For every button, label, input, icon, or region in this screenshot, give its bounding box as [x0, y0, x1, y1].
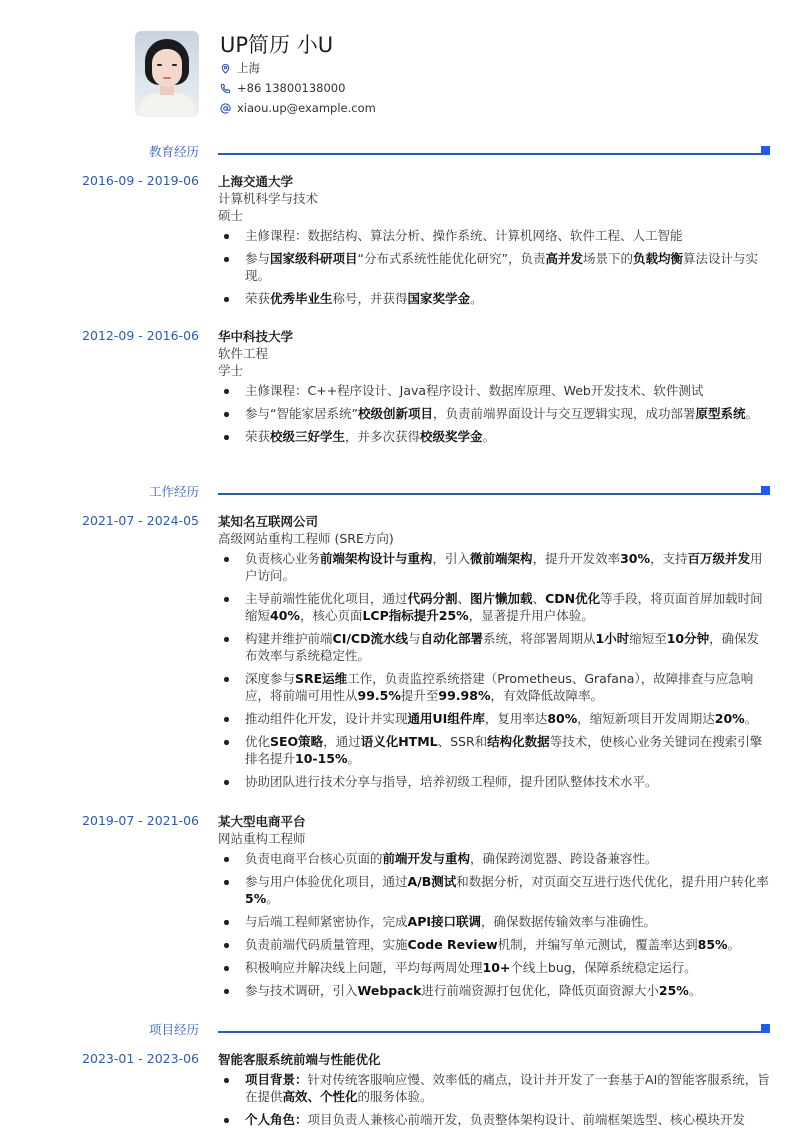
- bullet-list: [218, 382, 770, 445]
- entry-date: 2016-09 - 2019-06: [82, 173, 199, 188]
- bullet-item: 协助团队进行技术分享与指导，培养初级工程师，提升团队整体技术水平。: [218, 773, 770, 790]
- candidate-name: UP简历 小U: [220, 33, 334, 57]
- bullet-item: 参与“智能家居系统”校级创新项目，负责前端界面设计与交互逻辑实现，成功部署原型系统。: [218, 405, 770, 422]
- bullet-list: [218, 550, 770, 790]
- degree: 硕士: [218, 208, 244, 223]
- section-marker: [761, 486, 770, 495]
- degree: 学士: [218, 363, 244, 378]
- bullet-item: 参与国家级科研项目“分布式系统性能优化研究”，负责高并发场景下的负载均衡算法设计与实现。: [218, 250, 770, 284]
- section-divider: [218, 1031, 766, 1033]
- school-name: 上海交通大学: [218, 174, 294, 189]
- section-marker: [761, 1024, 770, 1033]
- entry-date: 2021-07 - 2024-05: [82, 513, 199, 528]
- company-name: 某知名互联网公司: [218, 514, 319, 529]
- job-title: 高级网站重构工程师 (SRE方向): [218, 531, 394, 546]
- bullet-item: 负责电商平台核心页面的前端开发与重构，确保跨浏览器、跨设备兼容性。: [218, 850, 770, 867]
- phone-icon: [220, 83, 231, 94]
- bullet-item: 主修课程：数据结构、算法分析、操作系统、计算机网络、软件工程、人工智能: [218, 227, 770, 244]
- at-icon: [220, 103, 231, 114]
- phone-text: +86 13800138000: [237, 81, 346, 95]
- bullet-list: [218, 227, 770, 307]
- entry-date: 2019-07 - 2021-06: [82, 813, 199, 828]
- resume-header: [135, 31, 376, 118]
- section-title: 项目经历: [148, 1022, 199, 1037]
- bullet-item: 参与技术调研，引入Webpack进行前端资源打包优化，降低页面资源大小25%。: [218, 982, 770, 999]
- bullet-item: 推动组件化开发，设计并实现通用UI组件库，复用率达80%，缩短新项目开发周期达20%。: [218, 710, 770, 727]
- bullet-item: 与后端工程师紧密协作，完成API接口联调，确保数据传输效率与准确性。: [218, 913, 770, 930]
- section-divider: [218, 153, 766, 155]
- section-projects-header: [0, 1020, 799, 1040]
- map-pin-icon: [220, 63, 231, 74]
- section-education-header: [0, 142, 799, 162]
- bullet-item: 荣获校级三好学生，并多次获得校级奖学金。: [218, 428, 770, 445]
- bullet-item: 主导前端性能优化项目，通过代码分割、图片懒加载、CDN优化等手段，将页面首屏加载时间缩短40%，核心页面LCP指标提升25%，显著提升用户体验。: [218, 590, 770, 624]
- major: 软件工程: [218, 346, 269, 361]
- company-name: 某大型电商平台: [218, 814, 306, 829]
- bullet-item: 构建并维护前端CI/CD流水线与自动化部署系统，将部署周期从1小时缩短至10分钟，确保发布效率与系统稳定性。: [218, 630, 770, 664]
- section-title: 教育经历: [148, 144, 199, 159]
- school-name: 华中科技大学: [218, 329, 294, 344]
- bullet-item: 优化SEO策略，通过语义化HTML、SSR和结构化数据等技术，使核心业务关键词在搜索引擎排名提升10-15%。: [218, 733, 770, 767]
- bullet-item: 积极响应并解决线上问题，平均每两周处理10+个线上bug，保障系统稳定运行。: [218, 959, 770, 976]
- job-title: 网站重构工程师: [218, 831, 306, 846]
- contact-phone: [220, 78, 376, 98]
- section-title: 工作经历: [148, 484, 199, 499]
- bullet-item: 负责核心业务前端架构设计与重构，引入微前端架构，提升开发效率30%，支持百万级并发用户访问。: [218, 550, 770, 584]
- entry-date: 2012-09 - 2016-06: [82, 328, 199, 343]
- section-marker: [761, 146, 770, 155]
- bullet-item: 负责前端代码质量管理，实施Code Review机制，并编写单元测试，覆盖率达到85%。: [218, 936, 770, 953]
- contact-email: [220, 98, 376, 118]
- bullet-item: 个人角色：项目负责人兼核心前端开发，负责整体架构设计、前端框架选型、核心模块开发: [218, 1111, 770, 1128]
- bullet-item: 项目背景：针对传统客服响应慢、效率低的痛点，设计并开发了一套基于AI的智能客服系统，旨在提供高效、个性化的服务体验。: [218, 1071, 770, 1105]
- section-divider: [218, 493, 766, 495]
- contact-location: [220, 58, 376, 78]
- bullet-list: [218, 850, 770, 999]
- bullet-list: [218, 1071, 770, 1128]
- project-name: 智能客服系统前端与性能优化: [218, 1052, 381, 1067]
- profile-photo: [135, 31, 199, 117]
- section-work-header: [0, 482, 799, 502]
- bullet-item: 主修课程：C++程序设计、Java程序设计、数据库原理、Web开发技术、软件测试: [218, 382, 770, 399]
- location-text: 上海: [237, 61, 260, 75]
- major: 计算机科学与技术: [218, 191, 319, 206]
- bullet-item: 荣获优秀毕业生称号，并获得国家奖学金。: [218, 290, 770, 307]
- email-text[interactable]: xiaou.up@example.com: [237, 101, 376, 115]
- bullet-item: 参与用户体验优化项目，通过A/B测试和数据分析，对页面交互进行迭代优化，提升用户转化率5%。: [218, 873, 770, 907]
- bullet-item: 深度参与SRE运维工作，负责监控系统搭建（Prometheus、Grafana），故障排查与应急响应，将前端可用性从99.5%提升至99.98%，有效降低故障率。: [218, 670, 770, 704]
- entry-date: 2023-01 - 2023-06: [82, 1051, 199, 1066]
